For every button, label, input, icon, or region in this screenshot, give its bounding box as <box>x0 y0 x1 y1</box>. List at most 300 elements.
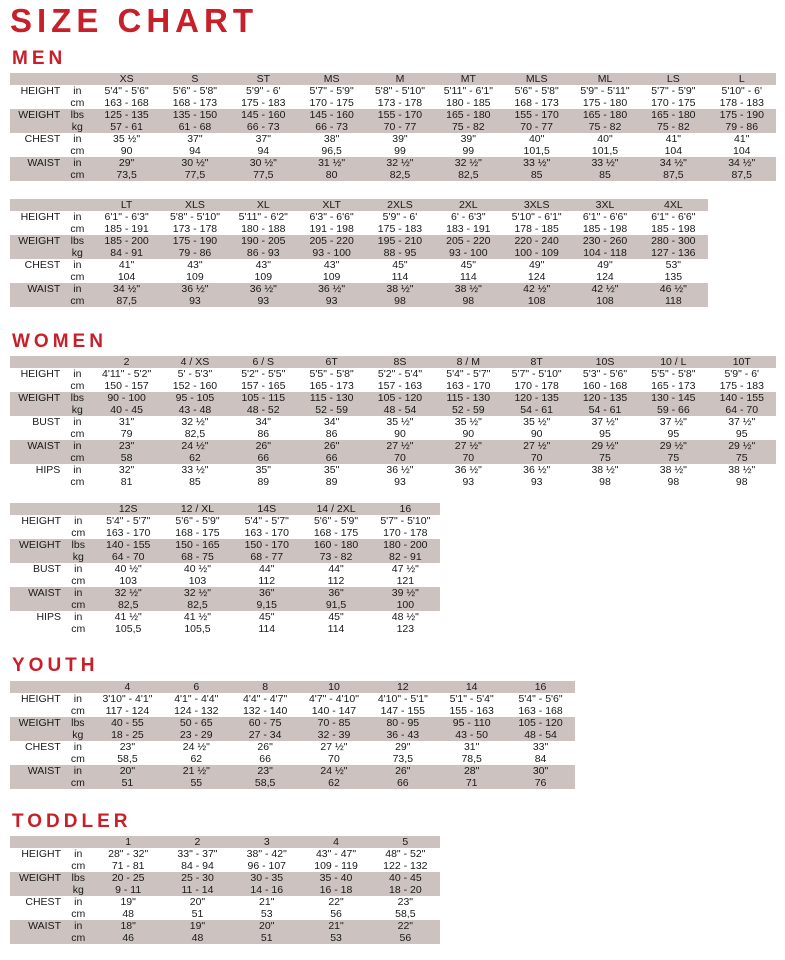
measure-label: WAIST <box>10 157 62 169</box>
value-cell: 16 - 18 <box>301 884 370 896</box>
value-cell: 24 ½" <box>161 440 229 452</box>
value-cell: 165 - 180 <box>571 109 639 121</box>
size-header: 16 <box>371 503 440 515</box>
table-row <box>10 133 776 145</box>
value-cell: 165 - 180 <box>639 109 707 121</box>
value-cell: 54 - 61 <box>571 404 639 416</box>
value-cell: 37 ½" <box>659 416 687 428</box>
value-cell: 36 ½" <box>297 283 365 295</box>
value-cell: 77,5 <box>229 169 297 181</box>
value-cell: 108 <box>571 295 639 307</box>
unit-label: cm <box>62 295 92 307</box>
value-cell: 66 <box>297 452 365 464</box>
unit-label: cm <box>62 452 92 464</box>
value-cell: 34 ½" <box>708 157 776 169</box>
value-cell: 37" <box>187 133 203 145</box>
table-row <box>10 211 776 223</box>
value-cell: 86 <box>325 428 338 440</box>
measure-label <box>10 705 63 717</box>
value-cell: 5'8" - 5'10" <box>374 85 425 97</box>
size-header: 8 / M <box>434 356 502 368</box>
unit-label: in <box>73 211 82 223</box>
value-cell: 49" <box>597 259 613 271</box>
value-cell: 101,5 <box>523 145 550 157</box>
value-cell: 64 - 70 <box>708 404 776 416</box>
table-row <box>10 908 440 920</box>
table-row <box>10 551 440 563</box>
measure-label: WEIGHT <box>10 392 62 404</box>
value-cell: 91,5 <box>301 599 370 611</box>
value-cell: 77,5 <box>161 169 229 181</box>
value-cell: 35" <box>255 464 271 476</box>
value-cell: 173 - 178 <box>172 223 218 235</box>
value-cell: 89 <box>325 476 338 488</box>
value-cell: 88 - 95 <box>366 247 434 259</box>
value-cell: 40" <box>528 133 545 145</box>
value-cell: 5'5" - 5'8" <box>309 368 354 380</box>
value-cell: 84 - 91 <box>92 247 160 259</box>
value-cell: 40 - 55 <box>93 717 162 729</box>
value-cell: 22" <box>371 920 440 932</box>
size-header: 14 / 2XL <box>301 503 370 515</box>
value-cell: 38" - 42" <box>246 848 287 860</box>
value-cell: 40 - 45 <box>92 404 160 416</box>
value-cell: 32 ½" <box>94 587 163 599</box>
value-cell: 27 - 34 <box>231 729 300 741</box>
value-cell: 33 ½" <box>181 464 209 476</box>
value-cell: 4'4" - 4'7" <box>243 693 288 705</box>
size-table-women-1 <box>10 356 776 488</box>
header-spacer <box>63 681 93 693</box>
value-cell: 82,5 <box>163 599 232 611</box>
value-cell: 34 ½" <box>92 283 160 295</box>
table-row <box>10 884 440 896</box>
measure-label <box>10 380 62 392</box>
value-cell: 36 - 43 <box>368 729 437 741</box>
value-cell: 178 - 183 <box>719 97 764 109</box>
value-cell: 49" <box>528 259 545 271</box>
value-cell: 78,5 <box>461 753 482 765</box>
size-header-row <box>10 73 776 85</box>
value-cell: 18" <box>94 920 163 932</box>
table-row <box>10 848 440 860</box>
value-cell: 195 - 210 <box>366 235 434 247</box>
value-cell: 5'2" - 5'5" <box>241 368 286 380</box>
value-cell: 5'10" - 6'1" <box>511 211 562 223</box>
value-cell: 18 - 25 <box>93 729 162 741</box>
table-row <box>10 932 440 944</box>
unit-label: cm <box>70 145 85 157</box>
size-header: 12S <box>94 503 163 515</box>
unit-label: lbs <box>63 717 93 729</box>
value-cell: 123 <box>396 623 415 635</box>
table-row <box>10 705 575 717</box>
value-cell: 38" <box>323 133 340 145</box>
measure-label: WEIGHT <box>10 717 63 729</box>
size-header: MT <box>434 73 502 85</box>
value-cell: 66 - 73 <box>229 121 297 133</box>
section-title-men: MEN <box>12 48 67 69</box>
table-row <box>10 575 440 587</box>
value-cell: 37 ½" <box>728 416 756 428</box>
value-cell: 23" <box>119 741 136 753</box>
value-cell: 109 <box>254 271 273 283</box>
value-cell: 105 - 120 <box>366 392 434 404</box>
unit-label: cm <box>70 705 85 717</box>
size-table-men-2 <box>10 199 776 307</box>
size-header: 2 <box>163 836 232 848</box>
value-cell: 33 ½" <box>502 157 570 169</box>
value-cell: 170 - 175 <box>651 97 696 109</box>
value-cell: 32 ½" <box>366 157 434 169</box>
page-title: SIZE CHART <box>10 2 258 39</box>
value-cell: 35 ½" <box>386 416 414 428</box>
unit-label: kg <box>63 884 94 896</box>
table-row <box>10 765 575 777</box>
unit-label: cm <box>63 932 94 944</box>
measure-label: HEIGHT <box>20 85 61 97</box>
value-cell: 114 <box>327 623 345 635</box>
value-cell: 175 - 190 <box>161 235 229 247</box>
value-cell: 33" - 37" <box>177 848 218 860</box>
size-header: 1 <box>94 836 163 848</box>
value-cell: 27 ½" <box>502 440 570 452</box>
value-cell: 64 - 70 <box>94 551 163 563</box>
value-cell <box>708 283 776 295</box>
value-cell: 70 <box>366 452 434 464</box>
measure-label: WEIGHT <box>10 539 63 551</box>
header-spacer <box>62 73 92 85</box>
size-header: 12 <box>368 681 437 693</box>
value-cell: 95 - 105 <box>161 392 229 404</box>
value-cell: 61 - 68 <box>161 121 229 133</box>
value-cell: 35 ½" <box>523 416 551 428</box>
value-cell: 19" <box>120 896 136 908</box>
value-cell <box>708 223 776 235</box>
value-cell: 56 <box>330 908 342 920</box>
value-cell: 98 <box>735 476 748 488</box>
value-cell: 118 <box>639 295 707 307</box>
value-cell: 70 <box>328 753 340 765</box>
value-cell: 52 - 59 <box>297 404 365 416</box>
size-header: M <box>366 73 434 85</box>
unit-label: cm <box>71 860 86 872</box>
value-cell: 6'1" - 6'3" <box>104 211 149 223</box>
unit-label: cm <box>70 97 85 109</box>
size-header: 8S <box>366 356 434 368</box>
value-cell: 115 - 130 <box>297 392 365 404</box>
table-row <box>10 440 776 452</box>
unit-label: in <box>63 920 94 932</box>
header-spacer <box>10 199 62 211</box>
value-cell: 30" <box>506 765 575 777</box>
value-cell: 135 - 150 <box>161 109 229 121</box>
value-cell: 104 <box>664 145 683 157</box>
value-cell: 70 <box>502 452 570 464</box>
size-header: 2 <box>92 356 160 368</box>
value-cell: 36 ½" <box>386 464 414 476</box>
value-cell: 185 - 200 <box>92 235 160 247</box>
measure-label: WAIST <box>10 920 63 932</box>
value-cell: 21" <box>259 896 275 908</box>
unit-label: cm <box>70 223 85 235</box>
measure-label: WAIST <box>10 440 62 452</box>
value-cell: 165 - 180 <box>434 109 502 121</box>
measure-label: HEIGHT <box>20 368 61 380</box>
measure-label <box>10 145 62 157</box>
size-header: MLS <box>502 73 570 85</box>
value-cell: 105 - 115 <box>229 392 297 404</box>
value-cell: 94 <box>189 145 201 157</box>
value-cell: 5'4" - 5'6" <box>104 85 149 97</box>
table-row <box>10 428 776 440</box>
value-cell: 44" <box>259 563 275 575</box>
unit-label: in <box>63 765 93 777</box>
value-cell: 135 <box>664 271 683 283</box>
value-cell: 5'6" - 5'9" <box>313 515 359 527</box>
size-header: 4 <box>301 836 370 848</box>
value-cell: 48 - 54 <box>506 729 575 741</box>
measure-label <box>10 623 63 635</box>
measure-label <box>10 404 62 416</box>
value-cell: 82,5 <box>366 169 434 181</box>
value-cell: 124 - 132 <box>174 705 219 717</box>
value-cell: 99 <box>462 145 475 157</box>
value-cell: 104 <box>732 145 751 157</box>
value-cell: 48 - 54 <box>366 404 434 416</box>
value-cell: 73,5 <box>92 169 160 181</box>
value-cell: 130 - 145 <box>639 392 707 404</box>
value-cell: 37" <box>255 133 271 145</box>
value-cell: 32" <box>118 464 135 476</box>
value-cell: 46 ½" <box>639 283 707 295</box>
size-header: 3 <box>232 836 301 848</box>
measure-label <box>10 753 63 765</box>
value-cell: 41" <box>665 133 682 145</box>
table-row <box>10 920 440 932</box>
value-cell: 27 ½" <box>434 440 502 452</box>
value-cell: 115 - 130 <box>434 392 502 404</box>
unit-label: cm <box>71 527 86 539</box>
table-row <box>10 283 776 295</box>
value-cell <box>708 235 776 247</box>
value-cell: 5'11" - 6'2" <box>238 211 288 223</box>
value-cell: 98 <box>434 295 502 307</box>
value-cell: 73 - 82 <box>301 551 370 563</box>
value-cell: 44" <box>328 563 344 575</box>
value-cell: 40 ½" <box>183 563 212 575</box>
value-cell: 58,5 <box>395 908 416 920</box>
size-header: 2XL <box>434 199 502 211</box>
value-cell: 175 - 183 <box>719 380 764 392</box>
value-cell: 114 <box>459 271 477 283</box>
value-cell: 36 ½" <box>161 283 229 295</box>
value-cell: 105 - 120 <box>506 717 575 729</box>
value-cell: 33" <box>532 741 549 753</box>
value-cell: 90 <box>394 428 406 440</box>
value-cell: 95 <box>667 428 680 440</box>
value-cell: 163 - 170 <box>244 527 289 539</box>
value-cell: 18 - 20 <box>371 884 440 896</box>
measure-label: WAIST <box>10 765 63 777</box>
value-cell: 43" - 47" <box>315 848 357 860</box>
header-spacer <box>63 503 94 515</box>
value-cell: 185 - 198 <box>582 223 628 235</box>
size-header: 6 / S <box>229 356 297 368</box>
value-cell: 90 - 100 <box>92 392 160 404</box>
unit-label: cm <box>71 908 86 920</box>
measure-label <box>10 428 62 440</box>
value-cell: 125 - 135 <box>92 109 160 121</box>
value-cell: 124 <box>527 271 546 283</box>
value-cell: 35 - 40 <box>301 872 370 884</box>
size-header: 10T <box>708 356 776 368</box>
value-cell: 82 - 91 <box>371 551 440 563</box>
value-cell: 29 ½" <box>708 440 776 452</box>
value-cell <box>708 271 776 283</box>
value-cell: 104 <box>117 271 136 283</box>
value-cell: 5'8" - 5'10" <box>169 211 220 223</box>
header-spacer <box>10 356 62 368</box>
value-cell: 23" <box>397 896 414 908</box>
size-header: 2XLS <box>366 199 434 211</box>
value-cell: 41 ½" <box>183 611 212 623</box>
value-cell: 155 - 163 <box>449 705 494 717</box>
measure-label: WEIGHT <box>10 235 62 247</box>
value-cell: 5'6" - 5'9" <box>175 515 220 527</box>
size-header: XS <box>92 73 160 85</box>
value-cell: 41" <box>734 133 750 145</box>
table-row <box>10 872 440 884</box>
value-cell: 5'9" - 5'11" <box>580 85 630 97</box>
value-cell: 75 - 82 <box>639 121 707 133</box>
measure-label: CHEST <box>25 741 61 753</box>
value-cell: 42 ½" <box>571 283 639 295</box>
measure-label <box>10 932 63 944</box>
value-cell: 79 - 86 <box>161 247 229 259</box>
value-cell: 75 <box>639 452 707 464</box>
value-cell: 29 ½" <box>571 440 639 452</box>
value-cell: 120 - 135 <box>571 392 639 404</box>
value-cell: 100 <box>371 599 440 611</box>
value-cell: 45" <box>259 611 275 623</box>
value-cell: 27 ½" <box>366 440 434 452</box>
value-cell: 24 ½" <box>182 741 210 753</box>
value-cell: 25 - 30 <box>163 872 232 884</box>
measure-label: HIPS <box>35 464 61 476</box>
value-cell: 175 - 183 <box>377 223 423 235</box>
value-cell: 45" <box>460 259 477 271</box>
value-cell: 82,5 <box>434 169 502 181</box>
unit-label: cm <box>70 428 85 440</box>
size-header: 8 <box>231 681 300 693</box>
unit-label: cm <box>70 271 85 283</box>
size-header: 14 <box>437 681 506 693</box>
table-row <box>10 223 776 235</box>
value-cell: 26" <box>368 765 437 777</box>
table-row <box>10 539 440 551</box>
value-cell: 140 - 155 <box>94 539 163 551</box>
value-cell: 105,5 <box>184 623 211 635</box>
value-cell: 53" <box>665 259 682 271</box>
unit-label: in <box>74 611 83 623</box>
value-cell: 122 - 132 <box>383 860 428 872</box>
value-cell: 80 - 95 <box>368 717 437 729</box>
value-cell: 168 - 173 <box>514 97 559 109</box>
value-cell: 14 - 16 <box>232 884 301 896</box>
value-cell: 160 - 180 <box>301 539 370 551</box>
value-cell: 48 <box>163 932 232 944</box>
value-cell: 93 <box>394 476 406 488</box>
value-cell: 5'10" - 6' <box>721 85 762 97</box>
unit-label: kg <box>62 247 92 259</box>
value-cell: 58 <box>92 452 160 464</box>
value-cell: 30 ½" <box>229 157 297 169</box>
value-cell: 51 <box>232 932 301 944</box>
value-cell: 43 - 48 <box>161 404 229 416</box>
unit-label: in <box>73 693 82 705</box>
value-cell: 6'3" - 6'6" <box>309 211 354 223</box>
value-cell: 95 <box>735 428 748 440</box>
measure-label <box>10 860 63 872</box>
value-cell: 71 <box>437 777 506 789</box>
value-cell: 5'7" - 5'10" <box>511 368 562 380</box>
value-cell: 39" <box>392 133 408 145</box>
value-cell: 175 - 190 <box>708 109 776 121</box>
measure-label <box>10 169 62 181</box>
value-cell: 28" - 32" <box>108 848 149 860</box>
value-cell: 34 ½" <box>639 157 707 169</box>
value-cell: 89 <box>257 476 270 488</box>
size-header: S <box>161 73 229 85</box>
size-table-youth <box>10 681 575 789</box>
value-cell: 38 ½" <box>366 283 434 295</box>
measure-label <box>10 884 63 896</box>
unit-label: kg <box>63 551 94 563</box>
value-cell: 58,5 <box>231 777 300 789</box>
value-cell: 82,5 <box>184 428 206 440</box>
unit-label: cm <box>63 777 93 789</box>
table-row <box>10 860 440 872</box>
value-cell: 31" <box>118 416 135 428</box>
table-row <box>10 416 776 428</box>
measure-label <box>10 575 63 587</box>
value-cell: 70 - 77 <box>366 121 434 133</box>
unit-label: in <box>63 587 94 599</box>
measure-label: WEIGHT <box>10 109 62 121</box>
unit-label: in <box>62 283 92 295</box>
value-cell: 5'9" - 6' <box>245 85 281 97</box>
value-cell: 121 <box>396 575 415 587</box>
value-cell: 24 ½" <box>300 765 369 777</box>
value-cell: 90 <box>120 145 133 157</box>
size-table-women-2 <box>10 503 440 635</box>
table-row <box>10 380 776 392</box>
value-cell: 32 ½" <box>181 416 209 428</box>
unit-label: cm <box>71 623 86 635</box>
value-cell: 73,5 <box>392 753 414 765</box>
measure-label <box>10 908 63 920</box>
value-cell: 163 - 170 <box>446 380 491 392</box>
unit-label: cm <box>63 599 94 611</box>
value-cell: 163 - 168 <box>518 705 563 717</box>
value-cell: 60 - 75 <box>231 717 300 729</box>
measure-label <box>10 247 62 259</box>
value-cell: 84 <box>534 753 547 765</box>
size-table-toddler <box>10 836 440 944</box>
unit-label: in <box>73 741 82 753</box>
unit-label: in <box>73 464 82 476</box>
